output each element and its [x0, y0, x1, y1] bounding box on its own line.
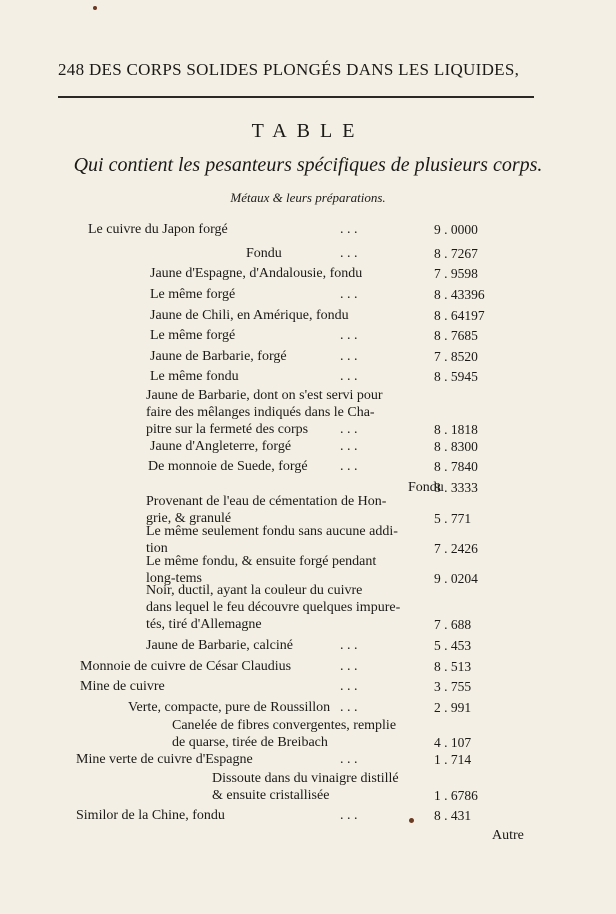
entry-label: Mine de cuivre	[80, 679, 165, 694]
ink-speck	[409, 818, 414, 823]
specific-gravity-value: 8 . 513	[434, 659, 472, 674]
specific-gravity-value: 9 . 0000	[434, 222, 478, 237]
leader-dots: . . .	[340, 287, 358, 302]
entry-label: tion	[146, 541, 168, 556]
entry-label: Noir, ductil, ayant la couleur du cuivre	[146, 583, 363, 598]
specific-gravity-value: 8 . 3333	[434, 480, 478, 495]
leader-dots: . . .	[340, 700, 358, 715]
entry-label: grie, & granulé	[146, 511, 232, 526]
specific-gravity-value: 5 . 453	[434, 638, 472, 653]
leader-dots: . . .	[340, 459, 358, 474]
entry-label: Provenant de l'eau de cémentation de Hon-	[146, 494, 387, 509]
leader-dots: . . .	[340, 422, 358, 437]
specific-gravity-value: 7 . 9598	[434, 266, 478, 281]
specific-gravity-value: 8 . 7267	[434, 246, 478, 261]
specific-gravity-value: 5 . 771	[434, 511, 472, 526]
specific-gravity-value: 8 . 43396	[434, 287, 485, 302]
entry-label: Jaune d'Angleterre, forgé	[150, 439, 292, 454]
leader-dots: . . .	[340, 439, 358, 454]
entry-label: Similor de la Chine, fondu	[76, 808, 225, 823]
specific-gravity-value: 2 . 991	[434, 700, 472, 715]
entry-label: Canelée de fibres convergentes, remplie	[172, 718, 397, 733]
entry-label: Mine verte de cuivre d'Espagne	[76, 752, 253, 767]
specific-gravity-value: 7 . 2426	[434, 541, 478, 556]
leader-dots: . . .	[340, 222, 358, 237]
entry-label: Fondu	[246, 246, 282, 261]
entry-label: Le même forgé	[150, 328, 236, 343]
entry-label: Verte, compacte, pure de Roussillon	[128, 700, 331, 715]
specific-gravity-value: 9 . 0204	[434, 571, 478, 586]
entry-label: Dissoute dans du vinaigre distillé	[212, 771, 399, 786]
entry-label: Jaune d'Espagne, d'Andalousie, fondu	[150, 266, 363, 281]
specific-gravity-value: 1 . 6786	[434, 788, 478, 803]
running-head: 248 DES CORPS SOLIDES PLONGÉS DANS LES LIQUIDES,	[58, 60, 520, 79]
specific-gravity-value: 4 . 107	[434, 735, 472, 750]
entry-label: De monnoie de Suede, forgé	[148, 459, 308, 474]
entry-label: Le même fondu, & ensuite forgé pendant	[146, 554, 377, 569]
entry-label: de quarse, tirée de Breibach	[172, 735, 328, 750]
entry-label: Jaune de Barbarie, calciné	[146, 638, 293, 653]
specific-gravity-value: 8 . 7840	[434, 459, 478, 474]
catchword: Autre	[492, 828, 524, 843]
leader-dots: . . .	[340, 246, 358, 261]
page-subtitle: Qui contient les pesanteurs spécifiques de plusieurs corps.	[73, 154, 543, 176]
specific-gravity-value: 1 . 714	[434, 752, 472, 767]
leader-dots: . . .	[340, 752, 358, 767]
page-title: TABLE	[251, 120, 365, 142]
leader-dots: . . .	[340, 369, 358, 384]
section-heading: Métaux & leurs préparations.	[230, 190, 386, 205]
leader-dots: . . .	[340, 349, 358, 364]
entry-label: pitre sur la fermeté des corps	[146, 422, 309, 437]
specific-gravity-value: 7 . 8520	[434, 349, 478, 364]
entry-label: & ensuite cristallisée	[212, 788, 330, 803]
entry-label: Monnoie de cuivre de César Claudius	[80, 659, 292, 674]
specific-gravity-value: 8 . 5945	[434, 369, 478, 384]
header-rule	[58, 96, 534, 98]
leader-dots: . . .	[340, 638, 358, 653]
entry-label: Jaune de Chili, en Amérique, fondu	[150, 308, 349, 323]
leader-dots: . . .	[340, 808, 358, 823]
specific-gravity-value: 8 . 1818	[434, 422, 478, 437]
ink-speck	[93, 6, 97, 10]
entry-label: dans lequel le feu découvre quelques impure-	[146, 600, 401, 615]
entry-label: long-tems	[146, 571, 202, 586]
entry-label: tés, tiré d'Allemagne	[146, 617, 262, 632]
leader-dots: . . .	[340, 679, 358, 694]
entry-label: Fondu	[408, 480, 444, 495]
specific-gravity-value: 8 . 7685	[434, 328, 478, 343]
specific-gravity-value: 3 . 755	[434, 679, 472, 694]
leader-dots: . . .	[340, 659, 358, 674]
specific-gravity-value: 8 . 431	[434, 808, 472, 823]
entry-label: Jaune de Barbarie, forgé	[150, 349, 287, 364]
specific-gravity-value: 8 . 64197	[434, 308, 485, 323]
entry-label: Le même forgé	[150, 287, 236, 302]
leader-dots: . . .	[340, 328, 358, 343]
specific-gravity-value: 8 . 8300	[434, 439, 478, 454]
entry-label: Le même seulement fondu sans aucune addi-	[146, 524, 398, 539]
specific-gravity-value: 7 . 688	[434, 617, 472, 632]
entry-label: Le même fondu	[150, 369, 239, 384]
entry-label: Jaune de Barbarie, dont on s'est servi pour	[146, 388, 383, 403]
entry-label: faire des mêlanges indiqués dans le Cha-	[146, 405, 375, 420]
entry-label: Le cuivre du Japon forgé	[88, 222, 228, 237]
